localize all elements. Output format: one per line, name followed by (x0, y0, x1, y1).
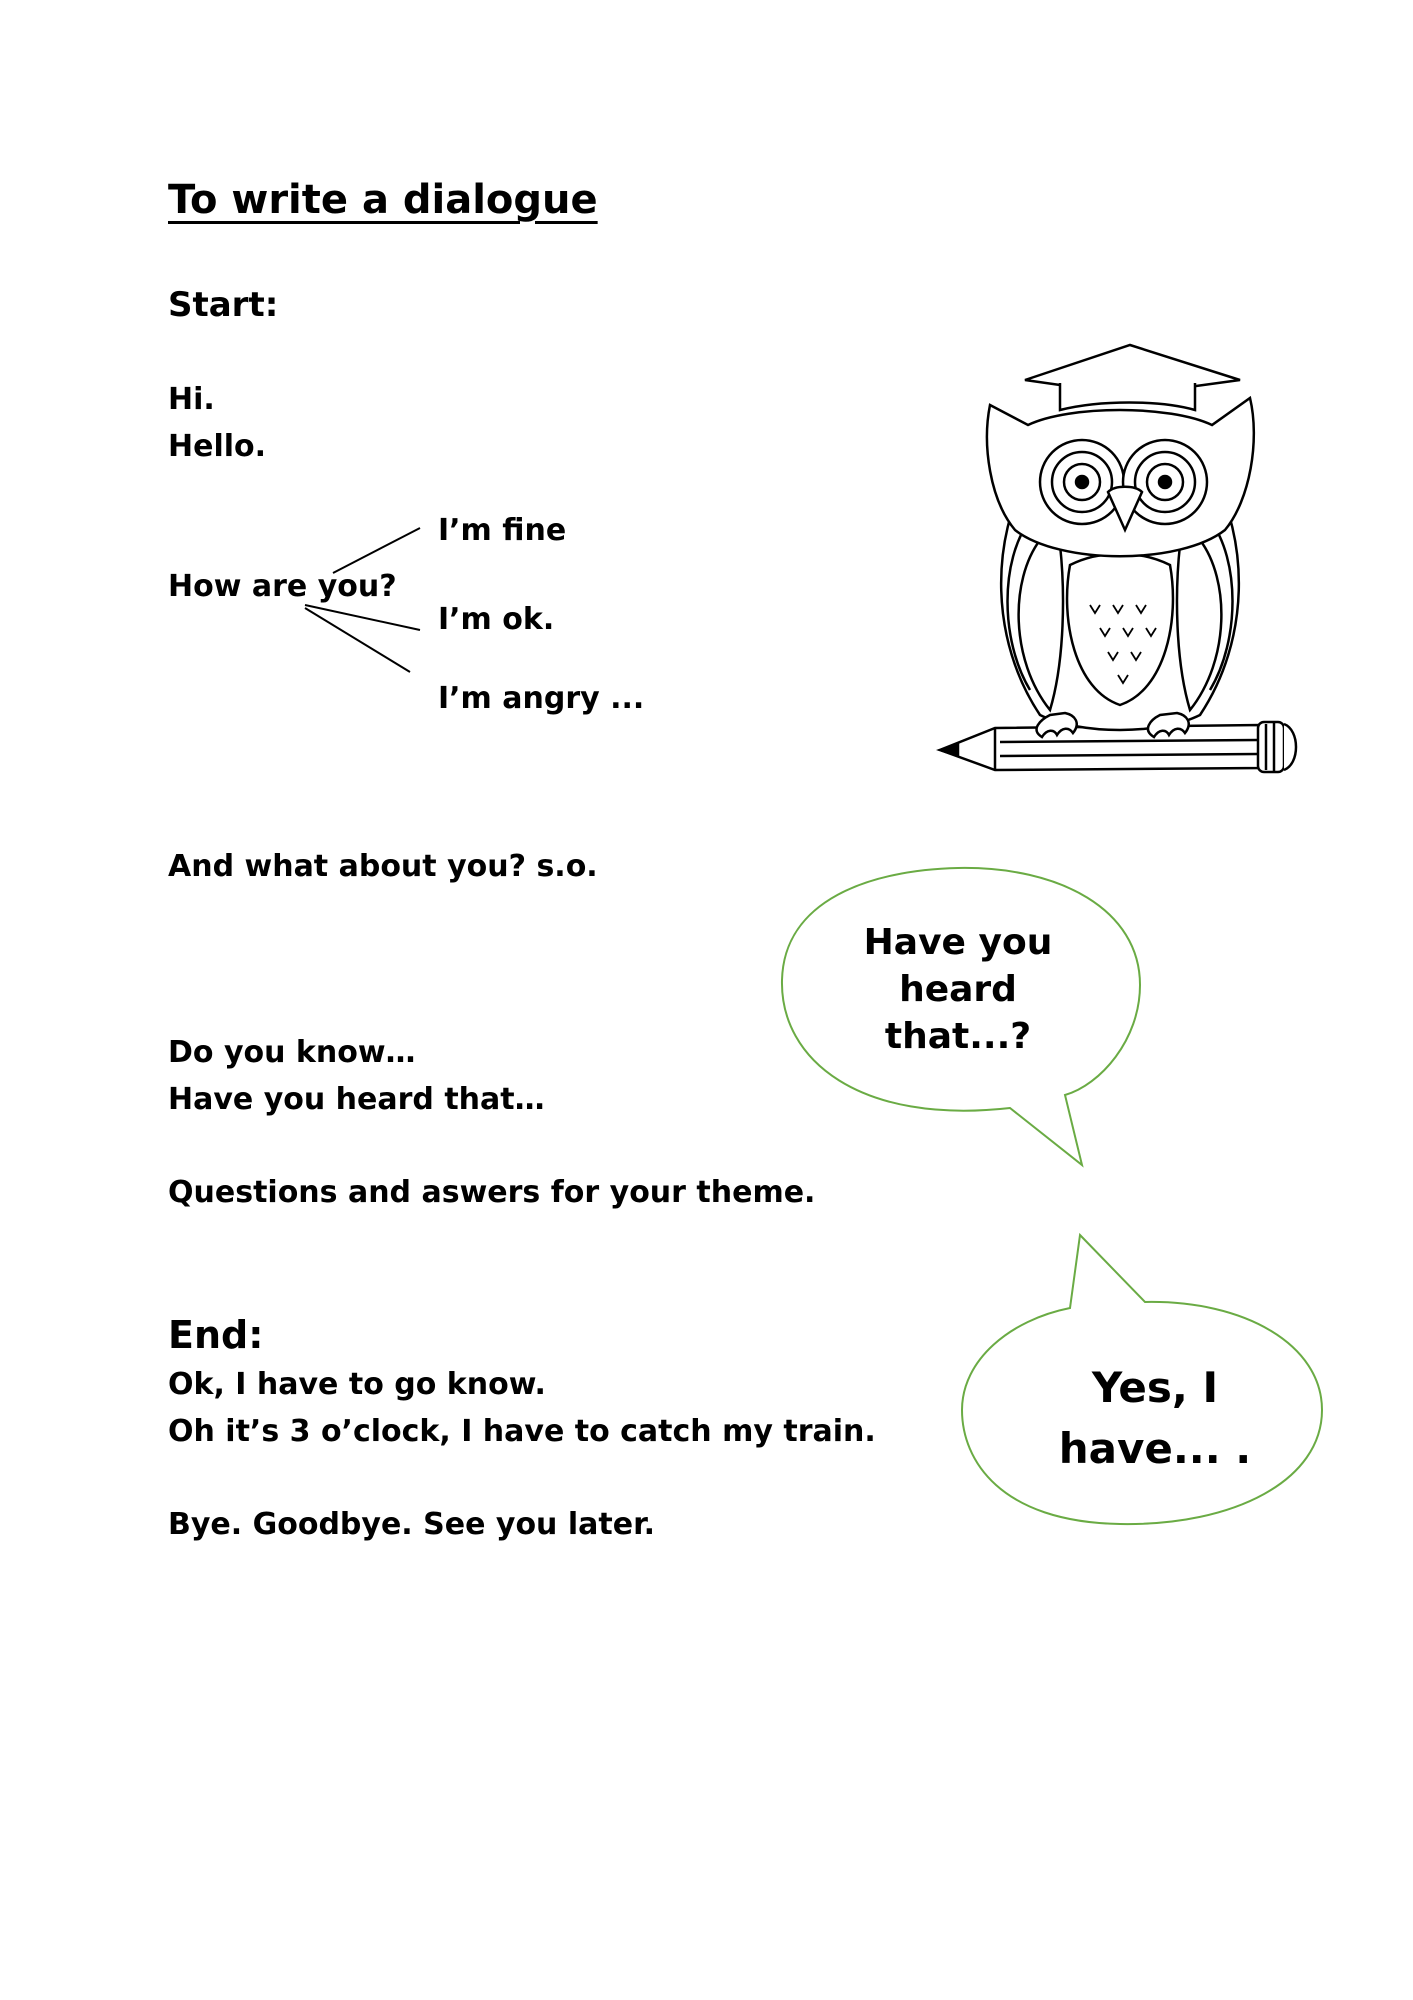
start-heading: Start: (168, 285, 279, 325)
bubble-top-line-2: heard (899, 968, 1017, 1010)
bubble-bottom-line-2: have... . (1058, 1423, 1252, 1473)
bubble-bottom-line-1: Yes, I (1091, 1363, 1219, 1412)
greeting-hi: Hi. (168, 382, 215, 417)
goodbye-line: Bye. Goodbye. See you later. (168, 1507, 655, 1542)
end-heading: End: (168, 1313, 264, 1357)
answer-angry: I’m angry ... (438, 681, 645, 716)
page-title: To write a dialogue (168, 177, 598, 223)
follow-up-question: And what about you? s.o. (168, 849, 598, 884)
answer-ok: I’m ok. (438, 602, 555, 637)
bubble-top-line-1: Have you (863, 922, 1053, 963)
have-you-heard-line: Have you heard that… (168, 1082, 545, 1117)
bubble-top-text (828, 920, 1088, 1060)
how-are-you-question: How are you? (168, 569, 397, 604)
owl-icon (987, 345, 1254, 737)
do-you-know-line: Do you know… (168, 1035, 416, 1070)
end-line-go: Ok, I have to go know. (168, 1367, 546, 1402)
end-line-train: Oh it’s 3 o’clock, I have to catch my train. (168, 1414, 876, 1449)
bubble-bottom-text (1020, 1358, 1290, 1480)
answer-connector-lines (305, 528, 420, 672)
questions-answers-line: Questions and aswers for your theme. (168, 1175, 816, 1210)
bubble-top-line-3: that...? (884, 1015, 1032, 1057)
greeting-hello: Hello. (168, 429, 267, 464)
answer-fine: I’m fine (438, 513, 567, 548)
